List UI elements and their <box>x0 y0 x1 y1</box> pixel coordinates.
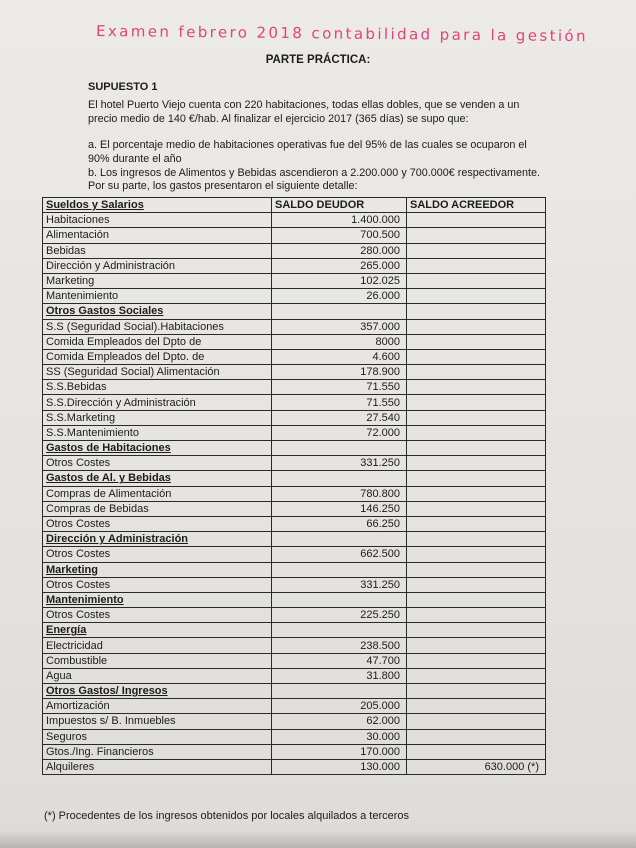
cell-concept: Gtos./Ing. Financieros <box>43 744 272 759</box>
section-row <box>43 684 546 699</box>
section-row <box>43 471 546 486</box>
cell-credit <box>407 243 546 258</box>
table-row <box>43 699 546 714</box>
table-row <box>43 744 546 759</box>
cell-credit <box>407 744 546 759</box>
page-title: PARTE PRÁCTICA: <box>265 54 371 66</box>
cell-debit: 700.500 <box>272 228 407 243</box>
intro-paragraph: El hotel Puerto Viejo cuenta con 220 habitaciones, todas ellas dobles, que se venden a un precio medio de 140 €/hab. Al finalizar el ejercicio 2017 (365 días) se supo que: <box>88 99 520 125</box>
cell-concept: Otros Costes <box>43 547 272 562</box>
cell-credit <box>407 577 546 592</box>
cell-debit: 265.000 <box>272 258 407 273</box>
cell-debit: 170.000 <box>272 744 407 759</box>
cell-concept: S.S.Dirección y Administración <box>43 395 272 410</box>
table-row <box>43 729 546 744</box>
cell-credit <box>407 441 546 456</box>
cell-concept: S.S.Mantenimiento <box>43 425 272 440</box>
cell-concept: Mantenimiento <box>43 289 272 304</box>
case-label: SUPUESTO 1 <box>88 81 158 93</box>
table-row <box>43 258 546 273</box>
table-row <box>43 486 546 501</box>
table-row <box>43 577 546 592</box>
cell-credit <box>407 684 546 699</box>
cell-debit: 280.000 <box>272 243 407 258</box>
table-row <box>43 547 546 562</box>
cell-concept: S.S.Bebidas <box>43 380 272 395</box>
cell-concept: Comida Empleados del Dpto. de <box>43 349 272 364</box>
cell-credit <box>407 349 546 364</box>
cell-debit <box>272 532 407 547</box>
cell-concept: Electricidad <box>43 638 272 653</box>
table-row <box>43 365 546 380</box>
cell-concept: Comida Empleados del Dpto de <box>43 334 272 349</box>
paper-shadow <box>0 830 636 848</box>
table-row <box>43 228 546 243</box>
cell-concept: Otros Costes <box>43 516 272 531</box>
cell-debit: 225.250 <box>272 608 407 623</box>
cell-debit: 102.025 <box>272 273 407 288</box>
table-row <box>43 714 546 729</box>
table-row <box>43 273 546 288</box>
cell-debit: 26.000 <box>272 289 407 304</box>
table-row <box>43 289 546 304</box>
section-row <box>43 623 546 638</box>
cell-concept: Compras de Bebidas <box>43 501 272 516</box>
cell-concept: Amortización <box>43 699 272 714</box>
cell-debit: 62.000 <box>272 714 407 729</box>
footnote: (*) Procedentes de los ingresos obtenidos por locales alquilados a terceros <box>44 810 410 822</box>
cell-debit: 178.900 <box>272 365 407 380</box>
cell-debit: 357.000 <box>272 319 407 334</box>
section-row <box>43 304 546 319</box>
cell-debit: 130.000 <box>272 759 407 774</box>
cell-debit <box>272 562 407 577</box>
cell-debit <box>272 471 407 486</box>
cell-credit <box>407 380 546 395</box>
cell-credit <box>407 653 546 668</box>
cell-credit <box>407 456 546 471</box>
cell-debit: 780.800 <box>272 486 407 501</box>
cell-concept: Gastos de Al. y Bebidas <box>43 471 272 486</box>
section-row <box>43 532 546 547</box>
table-row <box>43 319 546 334</box>
cell-credit <box>407 714 546 729</box>
table-row <box>43 516 546 531</box>
cell-credit <box>407 562 546 577</box>
cell-credit <box>407 334 546 349</box>
cell-debit: 331.250 <box>272 456 407 471</box>
cell-credit <box>407 395 546 410</box>
cell-concept: Bebidas <box>43 243 272 258</box>
cell-debit <box>272 592 407 607</box>
points-block <box>88 139 548 194</box>
cell-concept: Combustible <box>43 653 272 668</box>
cell-credit <box>407 699 546 714</box>
cell-credit <box>407 273 546 288</box>
cell-concept: Dirección y Administración <box>43 532 272 547</box>
cell-concept: Marketing <box>43 562 272 577</box>
cell-credit <box>407 319 546 334</box>
cell-concept: Otros Costes <box>43 608 272 623</box>
section-row <box>43 562 546 577</box>
section-row <box>43 441 546 456</box>
table-header-row <box>43 198 546 213</box>
cell-credit <box>407 410 546 425</box>
cell-debit: 47.700 <box>272 653 407 668</box>
cell-debit: 4.600 <box>272 349 407 364</box>
table-row <box>43 653 546 668</box>
cell-concept: S.S (Seguridad Social).Habitaciones <box>43 319 272 334</box>
cell-credit <box>407 623 546 638</box>
cell-debit: 30.000 <box>272 729 407 744</box>
cell-credit <box>407 228 546 243</box>
cell-concept: Otros Costes <box>43 456 272 471</box>
cell-credit <box>407 592 546 607</box>
cell-credit <box>407 729 546 744</box>
cell-credit <box>407 668 546 683</box>
cell-debit: 1.400.000 <box>272 213 407 228</box>
table-body <box>43 213 546 775</box>
table-row <box>43 638 546 653</box>
table-row <box>43 608 546 623</box>
cell-debit <box>272 623 407 638</box>
cell-concept: Gastos de Habitaciones <box>43 441 272 456</box>
cell-concept: Compras de Alimentación <box>43 486 272 501</box>
cell-concept: Marketing <box>43 273 272 288</box>
table-row <box>43 380 546 395</box>
cell-credit <box>407 486 546 501</box>
cell-debit: 8000 <box>272 334 407 349</box>
table-row <box>43 349 546 364</box>
cell-debit <box>272 441 407 456</box>
cell-concept: SS (Seguridad Social) Alimentación <box>43 365 272 380</box>
cell-concept: Dirección y Administración <box>43 258 272 273</box>
header-debit: SALDO DEUDOR <box>272 198 407 213</box>
cell-credit <box>407 532 546 547</box>
cell-debit <box>272 684 407 699</box>
cell-credit <box>407 638 546 653</box>
table-row <box>43 213 546 228</box>
cell-concept: Agua <box>43 668 272 683</box>
cell-concept: Impuestos s/ B. Inmuebles <box>43 714 272 729</box>
cell-debit: 71.550 <box>272 380 407 395</box>
table-row <box>43 425 546 440</box>
cell-credit <box>407 365 546 380</box>
cell-concept: Habitaciones <box>43 213 272 228</box>
header-concept: Sueldos y Salarios <box>43 198 272 213</box>
section-row <box>43 592 546 607</box>
cell-credit <box>407 516 546 531</box>
table-row <box>43 759 546 774</box>
cell-credit <box>407 213 546 228</box>
cell-credit: 630.000 (*) <box>407 759 546 774</box>
cell-debit: 662.500 <box>272 547 407 562</box>
cell-credit <box>407 258 546 273</box>
table-row <box>43 243 546 258</box>
table-row <box>43 668 546 683</box>
point-c: Por su parte, los gastos presentaron el siguiente detalle: <box>88 180 358 193</box>
cell-concept: Otros Costes <box>43 577 272 592</box>
cell-debit: 238.500 <box>272 638 407 653</box>
cell-debit: 146.250 <box>272 501 407 516</box>
cell-concept: Alquileres <box>43 759 272 774</box>
cell-concept: Alimentación <box>43 228 272 243</box>
point-a: a. El porcentaje medio de habitaciones operativas fue del 95% de las cuales se ocuparon el 90% durante el año <box>88 139 527 165</box>
cell-concept: Otros Gastos Sociales <box>43 304 272 319</box>
cell-concept: S.S.Marketing <box>43 410 272 425</box>
cell-debit: 331.250 <box>272 577 407 592</box>
cell-concept: Otros Gastos/ Ingresos <box>43 684 272 699</box>
point-b: b. Los ingresos de Alimentos y Bebidas ascendieron a 2.200.000 y 700.000€ respectivamente. <box>88 166 540 179</box>
cell-debit: 72.000 <box>272 425 407 440</box>
cell-credit <box>407 608 546 623</box>
expenses-table <box>42 197 546 775</box>
handwritten-header: Examen febrero 2018 contabilidad para la gestión <box>95 22 589 46</box>
cell-debit: 205.000 <box>272 699 407 714</box>
cell-concept: Mantenimiento <box>43 592 272 607</box>
header-credit: SALDO ACREEDOR <box>407 198 546 213</box>
cell-debit <box>272 304 407 319</box>
cell-concept: Energía <box>43 623 272 638</box>
cell-credit <box>407 501 546 516</box>
cell-credit <box>407 547 546 562</box>
cell-debit: 66.250 <box>272 516 407 531</box>
cell-credit <box>407 289 546 304</box>
cell-concept: Seguros <box>43 729 272 744</box>
cell-debit: 71.550 <box>272 395 407 410</box>
table-row <box>43 501 546 516</box>
cell-credit <box>407 425 546 440</box>
cell-debit: 27.540 <box>272 410 407 425</box>
cell-credit <box>407 471 546 486</box>
cell-credit <box>407 304 546 319</box>
table-row <box>43 456 546 471</box>
table-row <box>43 395 546 410</box>
cell-debit: 31.800 <box>272 668 407 683</box>
table-row <box>43 334 546 349</box>
table-row <box>43 410 546 425</box>
